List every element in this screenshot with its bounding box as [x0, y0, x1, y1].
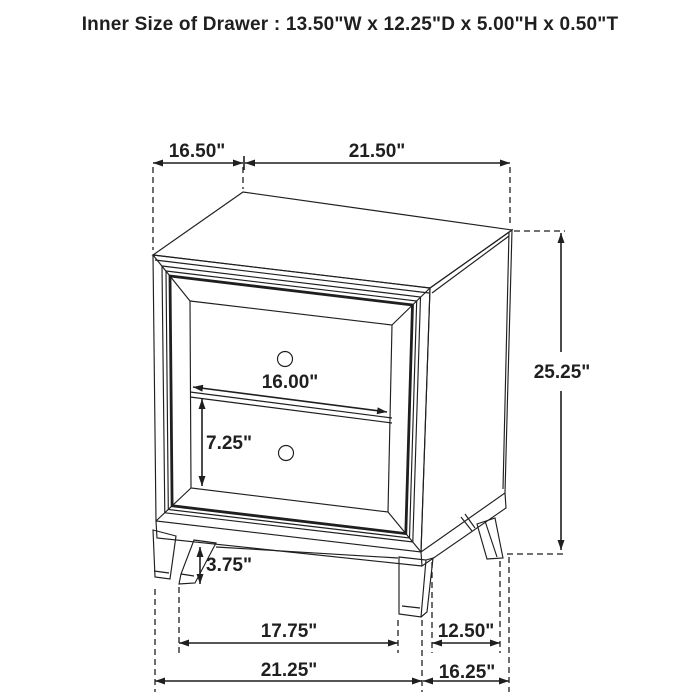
dim-label-front-leg-spacing: 17.75": [260, 621, 318, 642]
dim-label-base-width: 21.25": [260, 660, 318, 681]
diagram-title: Inner Size of Drawer : 13.50"W x 12.25"D x 5.00"H x 0.50"T: [81, 14, 619, 35]
lower-drawer-knob: [279, 446, 294, 461]
dim-label-top-depth: 16.50": [168, 141, 226, 162]
upper-drawer-knob: [278, 352, 293, 367]
dimension-labels: [82, 14, 619, 683]
dim-label-base-depth: 16.25": [438, 662, 496, 683]
drawer-panel-opening: [190, 301, 392, 512]
dim-label-top-width: 21.50": [348, 141, 406, 162]
dim-label-overall-height: 25.25": [533, 362, 591, 383]
drawer-divider: [190, 392, 392, 418]
dim-label-side-leg-spacing: 12.50": [437, 621, 495, 642]
side-face: [421, 230, 512, 552]
extension-lines: [153, 167, 565, 692]
dim-label-drawer-face-width: 16.00": [261, 372, 319, 393]
dim-label-drawer-face-height: 7.25": [206, 433, 252, 454]
side-apron: [421, 493, 506, 566]
dim-label-leg-height: 3.75": [206, 555, 252, 576]
back-right-leg: [477, 518, 503, 559]
